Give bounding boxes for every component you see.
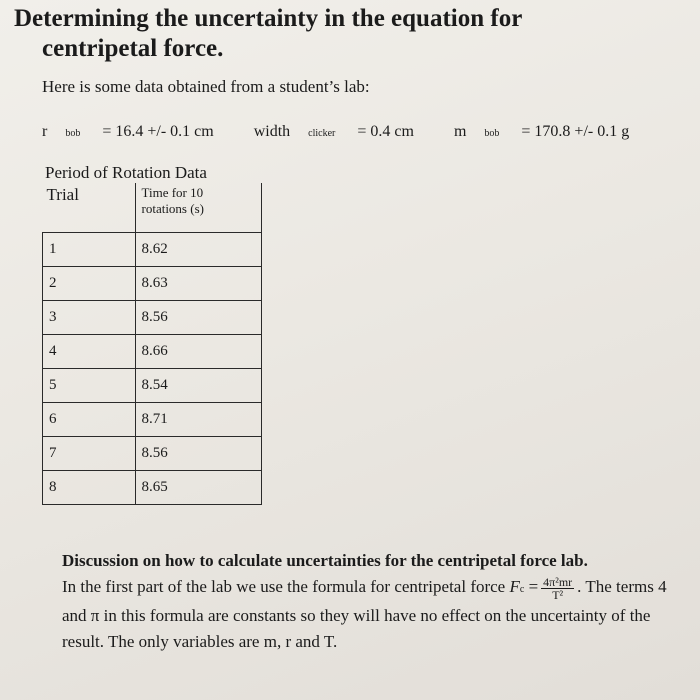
time-cell: 8.56 [135, 301, 262, 335]
trial-cell: 8 [43, 471, 136, 505]
trial-cell: 3 [43, 301, 136, 335]
title-line-1: Determining the uncertainty in the equation for [14, 5, 523, 32]
time-cell: 8.71 [135, 403, 262, 437]
time-cell: 8.56 [135, 437, 262, 471]
table-row [43, 471, 262, 505]
table-row [43, 301, 262, 335]
table-title: Period of Rotation Data [45, 163, 207, 182]
discussion-heading: Discussion on how to calculate uncertainties for the centripetal force lab. [62, 551, 588, 570]
table-row [43, 437, 262, 471]
discussion-section [62, 548, 692, 655]
width-clicker-measurement: width clicker = 0.4 cm [253, 123, 414, 140]
page-title [14, 4, 674, 64]
table-row [43, 267, 262, 301]
rotation-data-table [42, 183, 262, 505]
table-header-row [43, 183, 262, 233]
time-cell: 8.65 [135, 471, 262, 505]
table-row [43, 233, 262, 267]
m-bob-measurement: m bob = 170.8 +/- 0.1 g [453, 123, 630, 140]
trial-cell: 4 [43, 335, 136, 369]
intro-text: Here is some data obtained from a student’s lab: [42, 77, 370, 96]
centripetal-force-formula: Fc = $\frac{\text{4π²mr}}{\text{T²}}$ [509, 574, 573, 602]
table-row [43, 335, 262, 369]
trial-cell: 7 [43, 437, 136, 471]
time-cell: 8.54 [135, 369, 262, 403]
title-line-2: centripetal force. [42, 35, 224, 62]
trial-cell: 1 [43, 233, 136, 267]
time-cell: 8.63 [135, 267, 262, 301]
trial-cell: 5 [43, 369, 136, 403]
discussion-text-after: . The terms 4 and π in this formula are constants so they will have no effect on the uncertainty of the result. The only variables are m, r and T. [62, 577, 667, 651]
time-cell: 8.62 [135, 233, 262, 267]
trial-cell: 6 [43, 403, 136, 437]
time-cell: 8.66 [135, 335, 262, 369]
col-header-trial: Trial [46, 185, 79, 204]
table-row [43, 369, 262, 403]
measurements-line [42, 123, 665, 141]
trial-cell: 2 [43, 267, 136, 301]
r-bob-measurement: r bob = 16.4 +/- 0.1 cm [42, 123, 214, 140]
discussion-text-before: In the first part of the lab we use the formula for centripetal force [62, 577, 510, 596]
col-header-time: Time for 10 rotations (s) [135, 183, 262, 233]
table-row [43, 403, 262, 437]
